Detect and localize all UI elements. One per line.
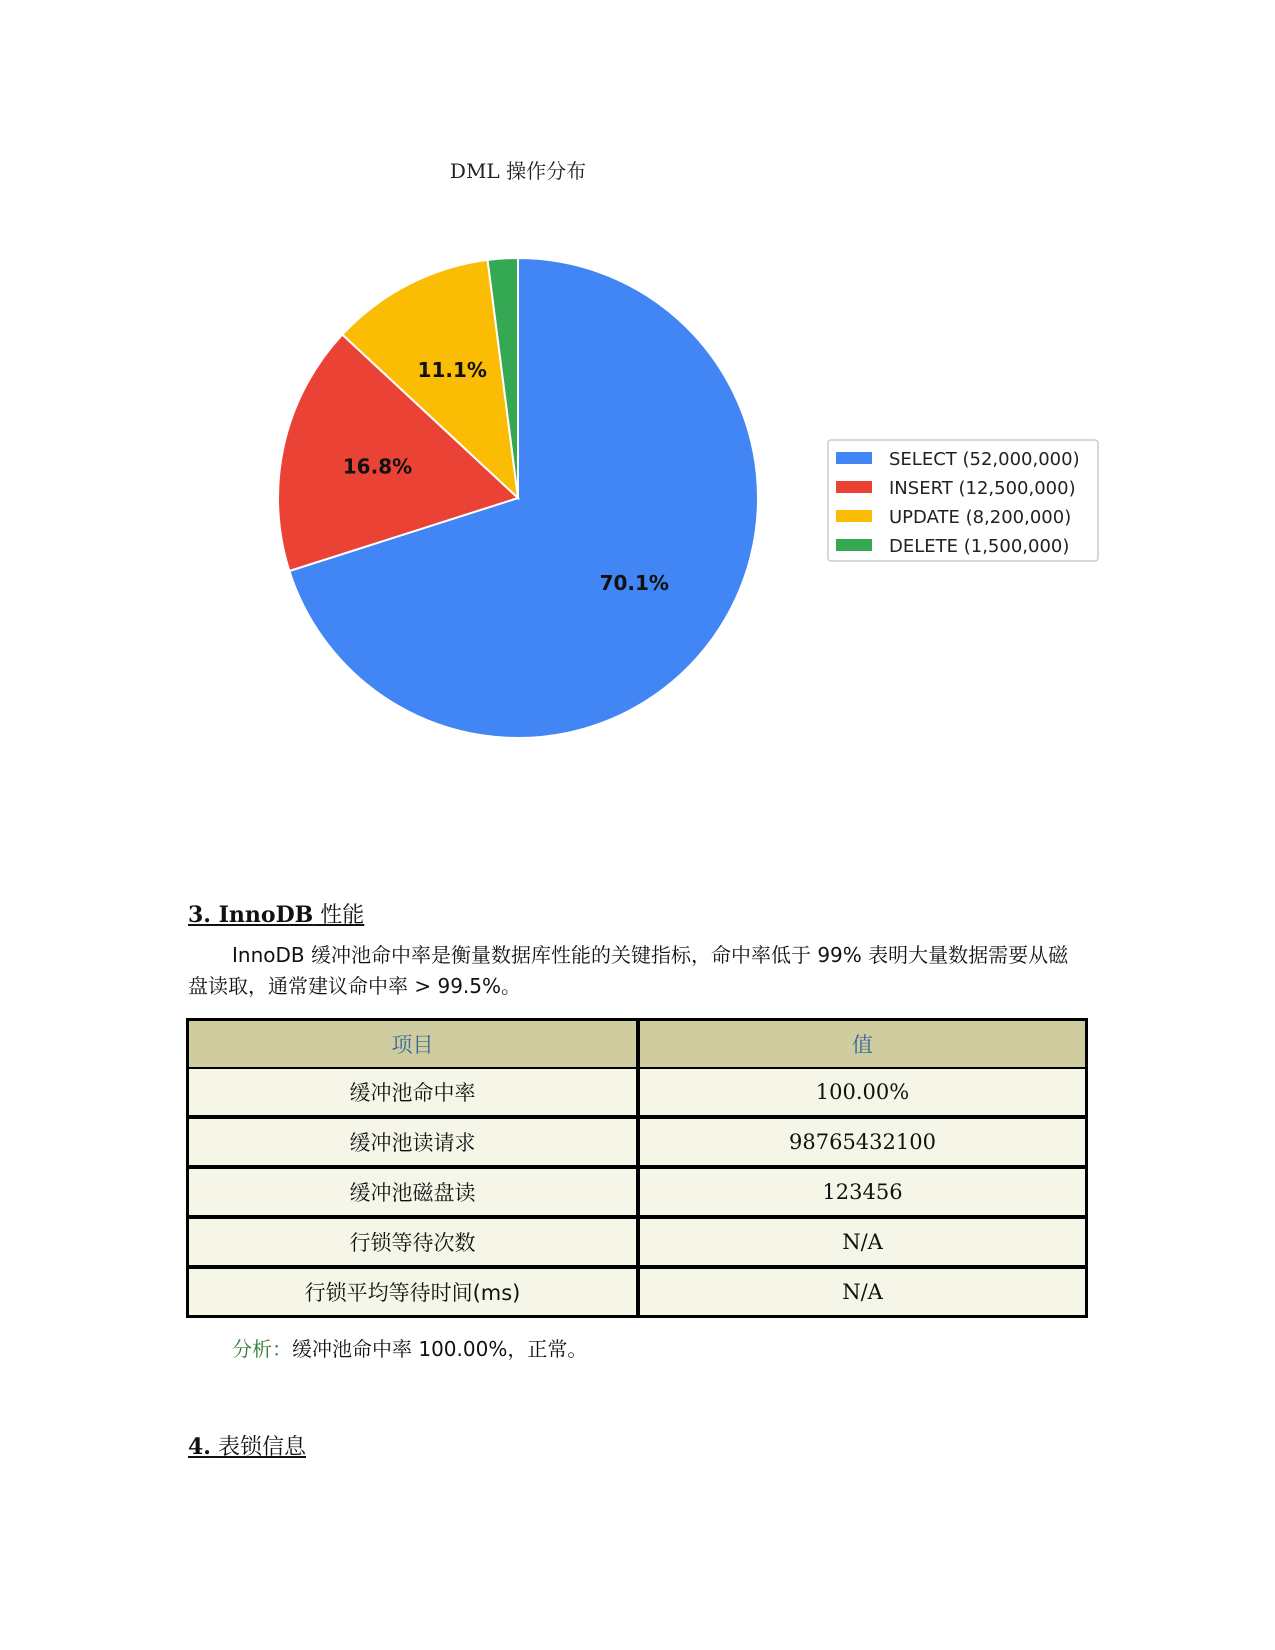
- chart-svg: [0, 0, 1275, 800]
- row-value: 100.00%: [637, 1068, 1086, 1116]
- row-label: 缓冲池命中率: [188, 1068, 637, 1116]
- analysis-text: 缓冲池命中率 100.00%，正常。: [292, 1337, 588, 1361]
- chart-title: DML 操作分布: [449, 159, 587, 183]
- row-label: 缓冲池磁盘读: [188, 1166, 637, 1216]
- legend-swatch-insert: [836, 481, 872, 493]
- table-row: [188, 1166, 1086, 1216]
- row-value: N/A: [637, 1216, 1086, 1266]
- row-value: 123456: [637, 1166, 1086, 1216]
- row-label: 缓冲池读请求: [188, 1116, 637, 1166]
- innodb-metrics-table: [186, 1018, 1088, 1318]
- analysis-note: [232, 1333, 587, 1362]
- row-label: 行锁等待次数: [188, 1216, 637, 1266]
- table-row: [188, 1116, 1086, 1166]
- section-3-heading: [188, 898, 364, 929]
- row-value: N/A: [637, 1266, 1086, 1316]
- legend-swatch-delete: [836, 539, 872, 551]
- legend-swatch-select: [836, 452, 872, 464]
- column-header-value: 值: [637, 1020, 1086, 1068]
- section-4-title: 表锁信息: [210, 1435, 306, 1460]
- legend-label-update: UPDATE (8,200,000): [889, 507, 1072, 528]
- section-4-heading: [188, 1430, 306, 1461]
- section-3-title: 性能: [313, 903, 365, 928]
- dml-pie-chart: [0, 0, 1275, 800]
- table-header-row: [188, 1020, 1086, 1068]
- pie-label-select: 70.1%: [599, 570, 669, 595]
- pie-label-update: 11.1%: [417, 357, 487, 382]
- pie-label-insert: 16.8%: [342, 454, 413, 479]
- section-4-number: 4.: [188, 1434, 211, 1460]
- analysis-label: 分析：: [232, 1337, 292, 1361]
- table-row: [188, 1266, 1086, 1316]
- table-row: [188, 1068, 1086, 1116]
- column-header-item: 项目: [188, 1020, 637, 1068]
- legend-label-delete: DELETE (1,500,000): [889, 536, 1070, 557]
- legend-label-insert: INSERT (12,500,000): [889, 478, 1076, 499]
- section-3-number: 3. InnoDB: [188, 902, 314, 928]
- legend-swatch-update: [836, 510, 872, 522]
- legend-label-select: SELECT (52,000,000): [889, 449, 1080, 470]
- row-value: 98765432100: [637, 1116, 1086, 1166]
- row-label: 行锁平均等待时间(ms): [188, 1266, 637, 1316]
- table-row: [188, 1216, 1086, 1266]
- innodb-intro-paragraph: InnoDB 缓冲池命中率是衡量数据库性能的关键指标，命中率低于 99% 表明大量数据需要从磁盘读取，通常建议命中率 > 99.5%。: [188, 943, 1069, 998]
